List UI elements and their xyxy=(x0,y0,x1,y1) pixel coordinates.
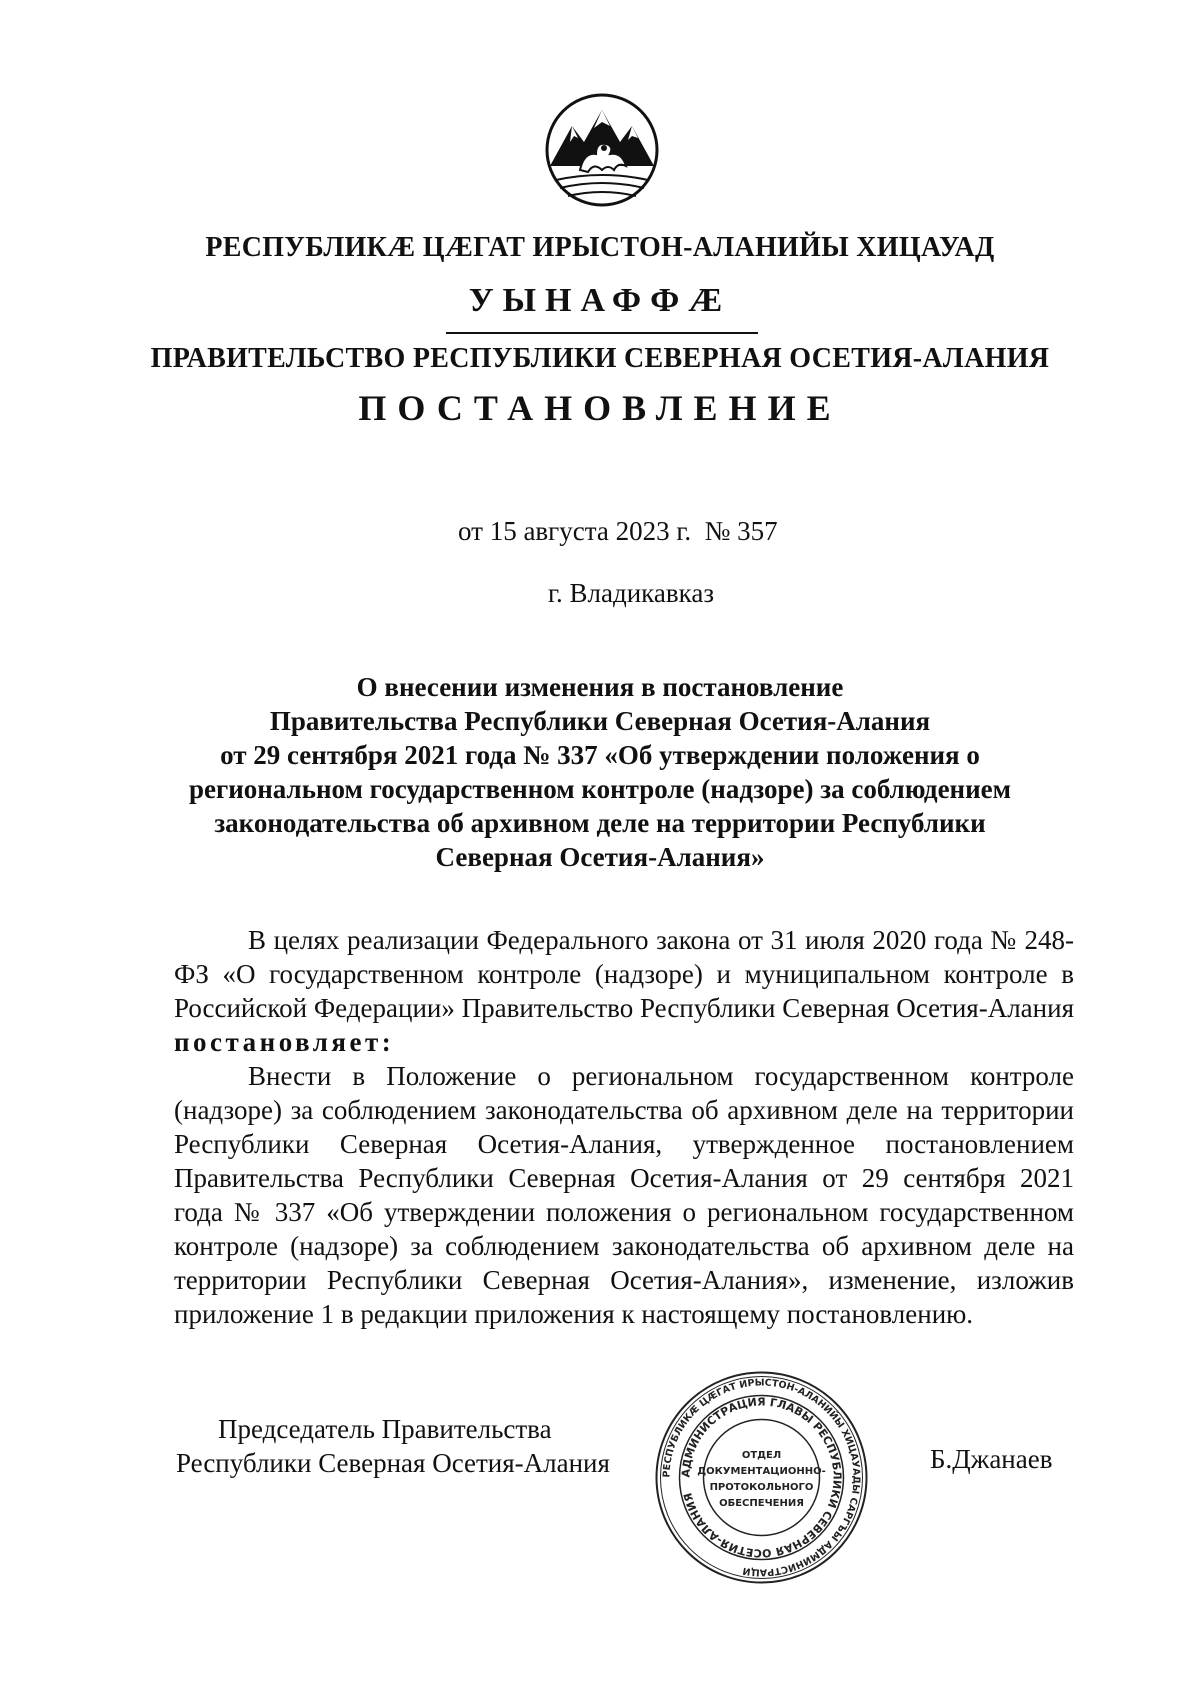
svg-text:ПРОТОКОЛЬНОГО: ПРОТОКОЛЬНОГО xyxy=(709,1482,814,1493)
header-divider xyxy=(446,332,758,334)
russian-document-type: ПОСТАНОВЛЕНИЕ xyxy=(358,388,842,428)
svg-text:ОТДЕЛ: ОТДЕЛ xyxy=(741,1450,782,1461)
coat-of-arms-emblem xyxy=(544,92,660,208)
svg-text:РЕСПУБЛИКӔ ЦӔГАТ ИРЫСТОН-АЛАНИ: РЕСПУБЛИКӔ ЦӔГАТ ИРЫСТОН-АЛАНИЙЫ ХИЦАУАДЫ САРГЪЫ АДМИНИСТРАЦИ xyxy=(661,1377,862,1578)
preamble-text: В целях реализации Федерального закона от 31 июля 2020 года № 248-ФЗ «О государственном контроле (надзоре) и муниципальном контроле в Российской Федерации» Правительство Республики Северная Осетия-Алания xyxy=(174,925,1074,1023)
svg-text:АДМИНИСТРАЦИЯ ГЛАВЫ РЕСПУБЛИКИ: АДМИНИСТРАЦИЯ ГЛАВЫ РЕСПУБЛИКИ СЕВЕРНАЯ ОСЕТИЯ-АЛАНИЯ xyxy=(679,1395,844,1560)
operative-text: Внести в Положение о региональном государственном контроле (надзоре) за соблюдением законодательства об архивном деле на территории Республики Северная Осетия-Алания, утвержденное постановлением Правительства Республики Северная Осетия-Алания от 29 сентября 2021 года № 337 «Об утверждении положения о региональном государственном контроле (надзоре) за соблюдением законодательства об архивном деле на территории Республики Северная Осетия-Алания», изменение, изложив приложение 1 в редакции приложения к настоящему постановлению. xyxy=(174,1061,1074,1329)
russian-government-name: ПРАВИТЕЛЬСТВО РЕСПУБЛИКИ СЕВЕРНАЯ ОСЕТИЯ-АЛАНИЯ xyxy=(150,343,1050,374)
title-line: Правительства Республики Северная Осетия-Алания xyxy=(269,706,931,736)
svg-text:ДОКУМЕНТАЦИОННО-: ДОКУМЕНТАЦИОННО- xyxy=(697,1466,826,1477)
resolution-keyword: постановляет: xyxy=(174,1027,395,1057)
document-date-number: от 15 августа 2023 г. № 357 xyxy=(458,516,778,546)
position-line: Республики Северная Осетия-Алания xyxy=(176,1448,610,1478)
document-title xyxy=(0,670,1200,874)
official-stamp xyxy=(654,1370,869,1585)
title-line: региональном государственном контроле (надзоре) за соблюдением xyxy=(188,774,1012,804)
preamble-paragraph xyxy=(174,923,1074,1059)
title-line: О внесении изменения в постановление xyxy=(356,672,844,702)
signatory-name: Б.Джанаев xyxy=(930,1444,1053,1474)
svg-text:ОБЕСПЕЧЕНИЯ: ОБЕСПЕЧЕНИЯ xyxy=(719,1498,804,1509)
position-line: Председатель Правительства xyxy=(218,1414,552,1444)
operative-paragraph xyxy=(174,1059,1074,1331)
ossetian-document-type: УЫНАФФӔ xyxy=(468,282,732,319)
title-line: законодательства об архивном деле на территории Республики xyxy=(214,808,986,838)
title-line: Северная Осетия-Алания» xyxy=(435,842,765,872)
document-city: г. Владикавказ xyxy=(548,578,714,608)
ossetian-government-name: РЕСПУБЛИКӔ ЦӔГАТ ИРЫСТОН-АЛАНИЙЫ ХИЦАУАД xyxy=(205,232,995,263)
title-line: от 29 сентября 2021 года № 337 «Об утверждении положения о xyxy=(220,740,980,770)
signatory-position xyxy=(176,1412,610,1480)
